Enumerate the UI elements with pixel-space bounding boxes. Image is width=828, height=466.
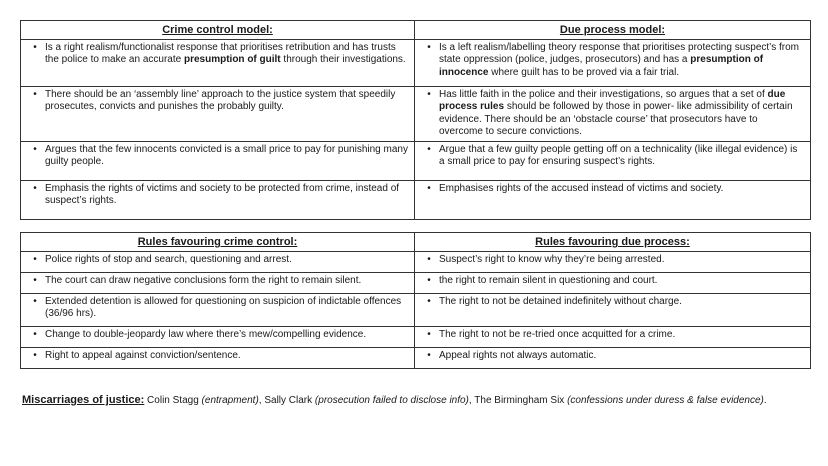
crime-control-rule [21,251,415,272]
models-table [20,20,811,220]
note-detail: (entrapment) [201,395,259,406]
rules-due-process-header: Rules favouring due process: [415,233,811,252]
note-detail: (confessions under duress & false evidence) [567,395,764,406]
rule-text: The court can draw negative conclusions form the right to remain silent. [45,274,362,286]
bullet-icon: • [427,41,431,53]
table-row [21,293,811,326]
bullet-icon: • [33,349,37,361]
bullet-icon: • [33,143,37,155]
bullet-icon: • [427,253,431,265]
crime-control-point [21,180,415,219]
point-text: Emphasis the rights of victims and society to be protected from crime, instead of suspect’s rights. [45,182,400,206]
point-text: Is a right realism/functionalist response that prioritises retribution and has trusts the police to make an accurate [45,41,396,65]
rule-text: the right to remain silent in questioning and court. [439,274,658,286]
bullet-icon: • [427,88,431,100]
table-row [21,272,811,293]
due-process-point [415,39,811,86]
bullet-icon: • [33,328,37,340]
bullet-icon: • [33,88,37,100]
crime-control-rule [21,293,415,326]
bullet-icon: • [427,274,431,286]
due-process-rule [415,293,811,326]
point-text: Is a left realism/labelling theory response that prioritises protecting suspect’s from state oppression (police, judges, prosecutors) and has a [439,41,799,65]
due-process-point [415,141,811,180]
crime-control-point [21,86,415,141]
due-process-point [415,180,811,219]
rule-text: Right to appeal against conviction/sentence. [45,349,241,361]
bullet-icon: • [33,295,37,307]
due-process-rule [415,251,811,272]
point-text: where guilt has to be proved via a fair trial. [488,66,680,78]
table-row [21,347,811,368]
note-text: Colin Stagg [144,395,202,406]
crime-control-rule [21,347,415,368]
note-text: , Sally Clark [258,395,315,406]
bullet-icon: • [33,41,37,53]
note-detail: (prosecution failed to disclose info) [314,395,469,406]
rule-text: Extended detention is allowed for questioning on suspicion of indictable offences (36/96 hrs). [45,295,402,319]
point-text: Argue that a few guilty people getting off on a technicality (like illegal evidence) is a small price to pay for ensuring suspect’s rights. [439,143,798,167]
key-term: presumption of guilt [183,54,281,65]
table-row [21,86,811,141]
due-process-rule [415,347,811,368]
key-term: presumption of innocence [439,54,764,78]
bullet-icon: • [427,349,431,361]
due-process-rule [415,272,811,293]
rule-text: Appeal rights not always automatic. [439,349,597,361]
rule-text: The right to not be detained indefinitely without charge. [439,295,682,307]
table-row [21,326,811,347]
bullet-icon: • [33,182,37,194]
crime-control-point [21,141,415,180]
note-text: , The Birmingham Six [468,395,568,406]
due-process-point [415,86,811,141]
bullet-icon: • [427,295,431,307]
note-text: . [763,395,767,406]
rule-text: Suspect’s right to know why they’re being arrested. [439,253,665,265]
crime-control-point [21,39,415,86]
bullet-icon: • [427,143,431,155]
point-text: There should be an ‘assembly line’ approach to the justice system that speedily prosecutes, convicts and punishes the probably guilty. [45,88,396,112]
bullet-icon: • [427,328,431,340]
table-row [21,39,811,86]
rules-table [20,232,811,369]
crime-control-header: Crime control model: [21,21,415,40]
crime-control-rule [21,272,415,293]
rule-text: Police rights of stop and search, questioning and arrest. [45,253,292,265]
rule-text: Change to double-jeopardy law where there’s mew/compelling evidence. [45,328,367,340]
table-row [21,251,811,272]
bullet-icon: • [427,182,431,194]
bullet-icon: • [33,253,37,265]
point-text: Emphasises rights of the accused instead of victims and society. [439,182,724,194]
bullet-icon: • [33,274,37,286]
miscarriages-of-justice-note [22,394,802,407]
note-heading: Miscarriages of justice: [22,394,145,406]
key-term: due process rules [439,88,786,112]
point-text: should be followed by those in power- like admissibility of certain evidence. There should be an ‘obstacle course’ that prosecutors have to overcome to secure convictions. [439,101,793,137]
point-text: Has little faith in the police and their investigations, so argues that a set of [439,88,768,100]
table-row [21,180,811,219]
crime-control-rule [21,326,415,347]
due-process-rule [415,326,811,347]
rule-text: The right to not be re-tried once acquitted for a crime. [439,328,676,340]
table-row [21,141,811,180]
point-text: Argues that the few innocents convicted is a small price to pay for punishing many guilty people. [45,143,408,167]
rules-crime-control-header: Rules favouring crime control: [21,233,415,252]
due-process-header: Due process model: [415,21,811,40]
point-text: through their investigations. [280,54,406,65]
